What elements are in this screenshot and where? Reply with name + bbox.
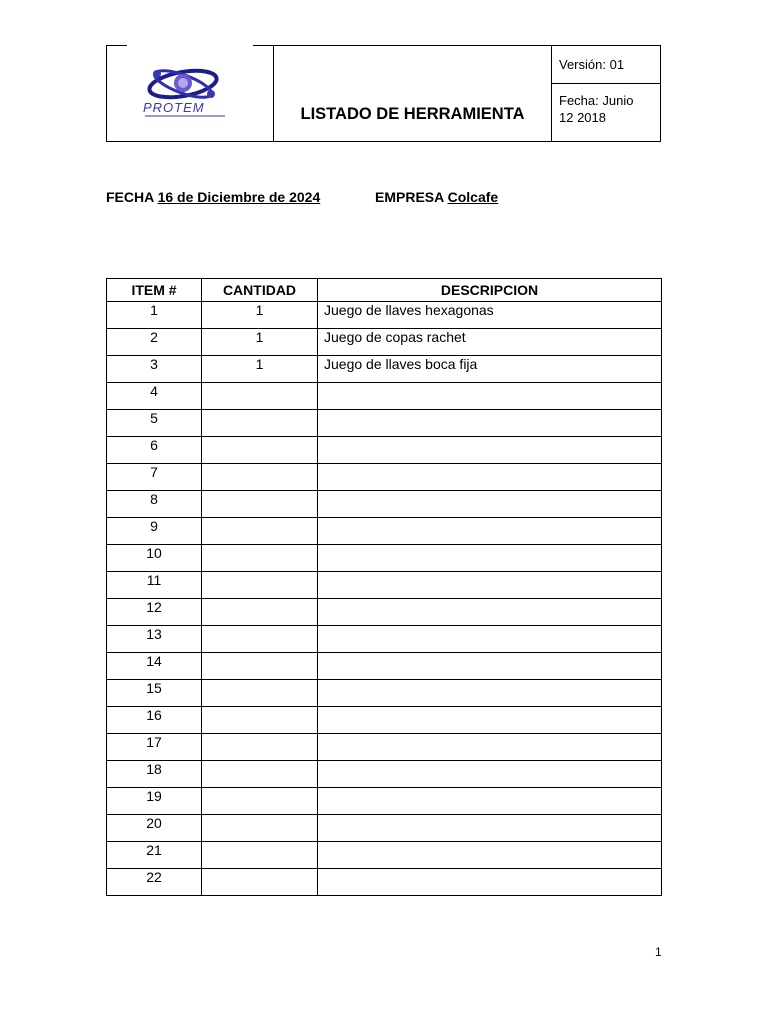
page-number: 1 [655, 945, 662, 959]
descripcion-cell [318, 680, 662, 707]
item-cell: 19 [107, 788, 202, 815]
descripcion-cell [318, 491, 662, 518]
descripcion-cell: Juego de copas rachet [318, 329, 662, 356]
table-row [107, 464, 662, 491]
descripcion-cell [318, 653, 662, 680]
table-row [107, 545, 662, 572]
item-cell: 11 [107, 572, 202, 599]
info-line [106, 189, 499, 205]
descripcion-cell: Juego de llaves hexagonas [318, 302, 662, 329]
table-row [107, 302, 662, 329]
cantidad-cell [202, 626, 318, 653]
tools-table [106, 278, 662, 896]
table-row [107, 572, 662, 599]
descripcion-cell [318, 437, 662, 464]
table-row [107, 842, 662, 869]
descripcion-cell [318, 761, 662, 788]
cantidad-cell [202, 545, 318, 572]
version-cell: Versión: 01 [552, 46, 661, 84]
logo-text: PROTEM [143, 99, 205, 115]
cantidad-cell: 1 [202, 356, 318, 383]
item-cell: 1 [107, 302, 202, 329]
cantidad-cell [202, 572, 318, 599]
revision-date-cell [552, 84, 661, 142]
cantidad-cell [202, 491, 318, 518]
header-item: ITEM # [107, 279, 202, 302]
descripcion-cell [318, 599, 662, 626]
table-row [107, 788, 662, 815]
revision-date-line1: Fecha: Junio [559, 93, 634, 108]
item-cell: 20 [107, 815, 202, 842]
item-cell: 14 [107, 653, 202, 680]
descripcion-cell [318, 707, 662, 734]
fecha-label: FECHA [106, 189, 154, 205]
table-row [107, 869, 662, 896]
item-cell: 13 [107, 626, 202, 653]
item-cell: 12 [107, 599, 202, 626]
table-row [107, 680, 662, 707]
cantidad-cell [202, 599, 318, 626]
revision-date-line2: 12 2018 [559, 110, 606, 125]
item-cell: 15 [107, 680, 202, 707]
cantidad-cell [202, 734, 318, 761]
logo-tagline-line [145, 115, 225, 117]
item-cell: 2 [107, 329, 202, 356]
descripcion-cell [318, 410, 662, 437]
cantidad-cell [202, 653, 318, 680]
cantidad-cell [202, 518, 318, 545]
item-cell: 18 [107, 761, 202, 788]
table-row [107, 815, 662, 842]
item-cell: 9 [107, 518, 202, 545]
descripcion-cell [318, 383, 662, 410]
table-row [107, 437, 662, 464]
item-cell: 7 [107, 464, 202, 491]
cantidad-cell [202, 680, 318, 707]
item-cell: 16 [107, 707, 202, 734]
cantidad-cell [202, 437, 318, 464]
table-row [107, 383, 662, 410]
item-cell: 4 [107, 383, 202, 410]
logo-cell [107, 46, 274, 142]
table-row [107, 626, 662, 653]
table-header-row [107, 279, 662, 302]
cantidad-cell [202, 410, 318, 437]
fecha-value: 16 de Diciembre de 2024 [157, 189, 321, 205]
item-cell: 10 [107, 545, 202, 572]
cantidad-cell: 1 [202, 302, 318, 329]
cantidad-cell [202, 464, 318, 491]
cantidad-cell [202, 842, 318, 869]
item-cell: 5 [107, 410, 202, 437]
cantidad-cell [202, 383, 318, 410]
item-cell: 21 [107, 842, 202, 869]
item-cell: 22 [107, 869, 202, 896]
descripcion-cell: Juego de llaves boca fija [318, 356, 662, 383]
empresa-value: Colcafe [447, 189, 499, 205]
table-row [107, 707, 662, 734]
cantidad-cell [202, 707, 318, 734]
item-cell: 3 [107, 356, 202, 383]
table-row [107, 491, 662, 518]
item-cell: 8 [107, 491, 202, 518]
table-row [107, 410, 662, 437]
cantidad-cell [202, 869, 318, 896]
descripcion-cell [318, 842, 662, 869]
table-row [107, 734, 662, 761]
descripcion-cell [318, 788, 662, 815]
header-descripcion: DESCRIPCION [318, 279, 662, 302]
document-title: LISTADO DE HERRAMIENTA [274, 46, 552, 142]
table-row [107, 653, 662, 680]
document-header [106, 45, 661, 142]
descripcion-cell [318, 518, 662, 545]
descripcion-cell [318, 815, 662, 842]
table-row [107, 599, 662, 626]
descripcion-cell [318, 626, 662, 653]
empresa-label: EMPRESA [375, 189, 444, 205]
descripcion-cell [318, 464, 662, 491]
empresa-block [375, 189, 498, 205]
cantidad-cell [202, 788, 318, 815]
table-row [107, 329, 662, 356]
header-cantidad: CANTIDAD [202, 279, 318, 302]
cantidad-cell [202, 815, 318, 842]
cantidad-cell [202, 761, 318, 788]
descripcion-cell [318, 734, 662, 761]
table-row [107, 356, 662, 383]
table-row [107, 518, 662, 545]
item-cell: 17 [107, 734, 202, 761]
descripcion-cell [318, 869, 662, 896]
table-row [107, 761, 662, 788]
item-cell: 6 [107, 437, 202, 464]
cantidad-cell: 1 [202, 329, 318, 356]
descripcion-cell [318, 545, 662, 572]
descripcion-cell [318, 572, 662, 599]
